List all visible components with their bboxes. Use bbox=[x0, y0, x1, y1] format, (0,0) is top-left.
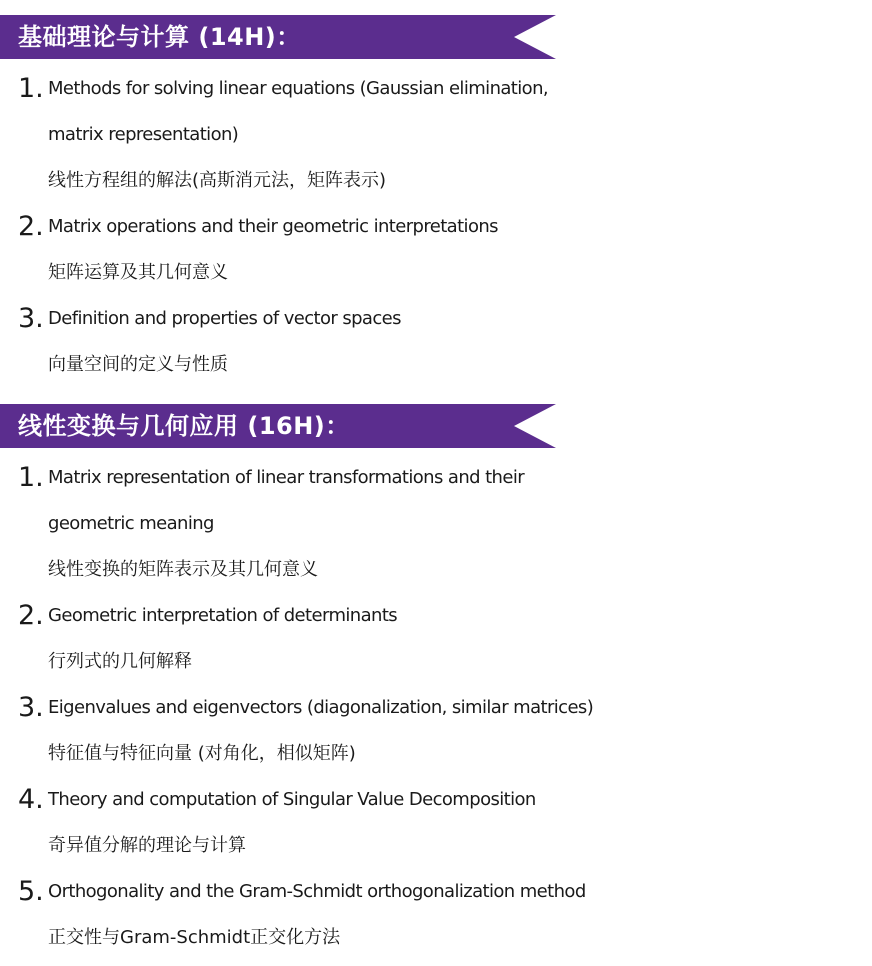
item-number: 1. bbox=[18, 462, 44, 493]
list-item bbox=[0, 685, 872, 777]
item-chinese-line: 正交性与Gram-Schmidt正交化方法 bbox=[48, 927, 341, 948]
item-english-line: matrix representation) bbox=[48, 124, 239, 145]
item-number: 4. bbox=[18, 784, 44, 815]
item-chinese-line: 线性方程组的解法(高斯消元法，矩阵表示) bbox=[48, 170, 387, 191]
item-chinese-line: 行列式的几何解释 bbox=[48, 651, 192, 672]
item-chinese-line: 线性变换的矩阵表示及其几何意义 bbox=[48, 559, 318, 580]
list-item bbox=[0, 296, 872, 388]
item-english-line: Methods for solving linear equations (Gaussian elimination, bbox=[48, 78, 549, 99]
item-number: 3. bbox=[18, 303, 44, 334]
item-chinese-line: 特征值与特征向量 (对角化，相似矩阵) bbox=[48, 743, 356, 764]
section-title: 基础理论与计算 (14H)： bbox=[18, 23, 301, 51]
item-english-line: Eigenvalues and eigenvectors (diagonalization, similar matrices) bbox=[48, 697, 594, 718]
item-english-line: Matrix representation of linear transformations and their bbox=[48, 467, 525, 488]
list-item bbox=[0, 204, 872, 296]
section-1-item-list bbox=[0, 66, 872, 388]
list-item bbox=[0, 869, 872, 961]
item-english-line: Geometric interpretation of determinants bbox=[48, 605, 398, 626]
section-banner-basic-theory bbox=[0, 15, 556, 59]
item-english-line: Definition and properties of vector spaces bbox=[48, 308, 401, 329]
item-number: 2. bbox=[18, 211, 44, 242]
item-number: 3. bbox=[18, 692, 44, 723]
list-item bbox=[0, 593, 872, 685]
item-english-line: Matrix operations and their geometric interpretations bbox=[48, 216, 498, 237]
item-english-line: geometric meaning bbox=[48, 513, 214, 534]
item-number: 5. bbox=[18, 876, 44, 907]
item-english-line: Theory and computation of Singular Value Decomposition bbox=[48, 789, 536, 810]
item-chinese-line: 奇异值分解的理论与计算 bbox=[48, 835, 246, 856]
section-2-item-list bbox=[0, 455, 872, 961]
list-item bbox=[0, 66, 872, 204]
item-number: 2. bbox=[18, 600, 44, 631]
list-item bbox=[0, 455, 872, 593]
item-chinese-line: 矩阵运算及其几何意义 bbox=[48, 262, 228, 283]
item-number: 1. bbox=[18, 73, 44, 104]
section-banner-linear-transformations bbox=[0, 404, 556, 448]
item-english-line: Orthogonality and the Gram-Schmidt orthogonalization method bbox=[48, 881, 586, 902]
item-chinese-line: 向量空间的定义与性质 bbox=[48, 354, 228, 375]
list-item bbox=[0, 777, 872, 869]
section-title: 线性变换与几何应用 (16H)： bbox=[18, 412, 350, 440]
